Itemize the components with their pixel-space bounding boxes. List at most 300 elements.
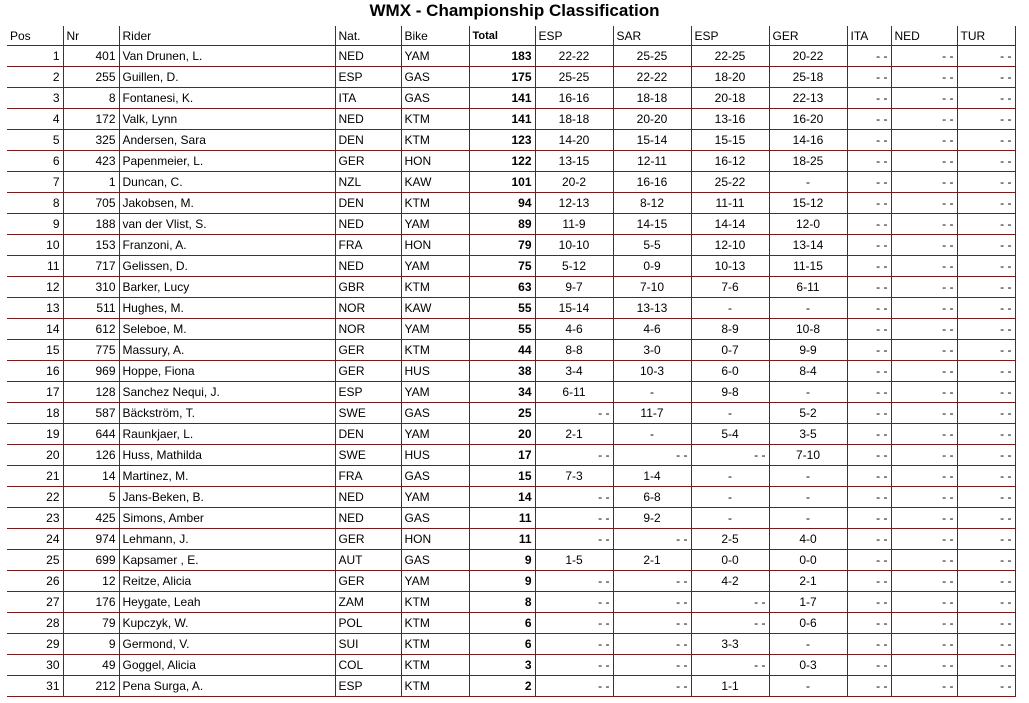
rider-cell: Fontanesi, K. [119, 88, 335, 109]
rider-cell: Kupczyk, W. [119, 613, 335, 634]
round-result-cell: - - [847, 214, 891, 235]
round-result-cell: 15-14 [535, 298, 613, 319]
round-result-cell: - - [535, 634, 613, 655]
round-result-cell: - [769, 676, 847, 697]
total-cell: 14 [469, 487, 535, 508]
rider-cell: Huss, Mathilda [119, 445, 335, 466]
table-row [7, 634, 1015, 655]
nr-cell: 775 [63, 340, 119, 361]
round-result-cell: 11-15 [769, 256, 847, 277]
round-result-cell: 5-2 [769, 403, 847, 424]
round-result-cell: - - [847, 676, 891, 697]
table-row [7, 256, 1015, 277]
round-result-cell: 10-3 [613, 361, 691, 382]
round-result-cell: 12-11 [613, 151, 691, 172]
round-result-cell: - - [891, 130, 957, 151]
round-result-cell: 15-14 [613, 130, 691, 151]
total-cell: 55 [469, 298, 535, 319]
rider-cell: Germond, V. [119, 634, 335, 655]
round-result-cell: 13-15 [535, 151, 613, 172]
rider-cell: Reitze, Alicia [119, 571, 335, 592]
nr-cell: 172 [63, 109, 119, 130]
nr-cell: 401 [63, 46, 119, 67]
col-bike: Bike [401, 26, 469, 46]
total-cell: 6 [469, 613, 535, 634]
round-result-cell: 15-12 [769, 193, 847, 214]
round-result-cell: 10-13 [691, 256, 769, 277]
round-result-cell: - - [613, 634, 691, 655]
round-result-cell: - - [535, 655, 613, 676]
round-result-cell: - [613, 424, 691, 445]
bike-cell: KTM [401, 634, 469, 655]
table-row [7, 592, 1015, 613]
round-result-cell: 10-10 [535, 235, 613, 256]
round-result-cell: 20-20 [613, 109, 691, 130]
table-row [7, 571, 1015, 592]
round-result-cell: - - [535, 571, 613, 592]
nat-cell: GER [335, 151, 401, 172]
nr-cell: 5 [63, 487, 119, 508]
round-result-cell: 5-4 [691, 424, 769, 445]
round-result-cell: - [769, 487, 847, 508]
bike-cell: YAM [401, 571, 469, 592]
round-result-cell: 22-13 [769, 88, 847, 109]
col-rider: Rider [119, 26, 335, 46]
round-result-cell: - - [891, 403, 957, 424]
round-result-cell: 6-8 [613, 487, 691, 508]
round-result-cell: 8-12 [613, 193, 691, 214]
pos-cell: 22 [7, 487, 63, 508]
round-result-cell: - - [691, 445, 769, 466]
total-cell: 11 [469, 508, 535, 529]
nr-cell: 176 [63, 592, 119, 613]
nr-cell: 699 [63, 550, 119, 571]
total-cell: 79 [469, 235, 535, 256]
pos-cell: 17 [7, 382, 63, 403]
bike-cell: YAM [401, 424, 469, 445]
round-result-cell: - - [847, 46, 891, 67]
nat-cell: NED [335, 109, 401, 130]
col-round-5: ITA [847, 26, 891, 46]
round-result-cell: 0-3 [769, 655, 847, 676]
nat-cell: DEN [335, 424, 401, 445]
rider-cell: Jans-Beken, B. [119, 487, 335, 508]
round-result-cell: - - [891, 508, 957, 529]
nr-cell: 1 [63, 172, 119, 193]
total-cell: 55 [469, 319, 535, 340]
rider-cell: Valk, Lynn [119, 109, 335, 130]
round-result-cell: - - [691, 655, 769, 676]
round-result-cell: - - [957, 403, 1015, 424]
round-result-cell: - - [847, 67, 891, 88]
round-result-cell: - - [891, 634, 957, 655]
pos-cell: 9 [7, 214, 63, 235]
round-result-cell: 16-12 [691, 151, 769, 172]
table-row [7, 445, 1015, 466]
nat-cell: ESP [335, 382, 401, 403]
round-result-cell: 6-0 [691, 361, 769, 382]
rider-cell: Goggel, Alicia [119, 655, 335, 676]
table-row [7, 88, 1015, 109]
pos-cell: 1 [7, 46, 63, 67]
nat-cell: FRA [335, 235, 401, 256]
nat-cell: GER [335, 571, 401, 592]
total-cell: 183 [469, 46, 535, 67]
round-result-cell: - - [957, 298, 1015, 319]
round-result-cell: - - [535, 676, 613, 697]
bike-cell: YAM [401, 256, 469, 277]
col-round-3: ESP [691, 26, 769, 46]
round-result-cell: 16-16 [613, 172, 691, 193]
round-result-cell: - - [891, 88, 957, 109]
round-result-cell: 10-8 [769, 319, 847, 340]
bike-cell: HON [401, 235, 469, 256]
nat-cell: SWE [335, 445, 401, 466]
pos-cell: 11 [7, 256, 63, 277]
round-result-cell: - - [847, 130, 891, 151]
nr-cell: 705 [63, 193, 119, 214]
rider-cell: Jakobsen, M. [119, 193, 335, 214]
pos-cell: 20 [7, 445, 63, 466]
rider-cell: Franzoni, A. [119, 235, 335, 256]
round-result-cell: - - [847, 235, 891, 256]
round-result-cell: - - [847, 256, 891, 277]
round-result-cell: - - [613, 529, 691, 550]
rider-cell: Gelissen, D. [119, 256, 335, 277]
round-result-cell: - [691, 487, 769, 508]
pos-cell: 27 [7, 592, 63, 613]
nr-cell: 717 [63, 256, 119, 277]
total-cell: 38 [469, 361, 535, 382]
nr-cell: 8 [63, 88, 119, 109]
bike-cell: HON [401, 529, 469, 550]
round-result-cell: - - [613, 676, 691, 697]
round-result-cell: - - [847, 340, 891, 361]
round-result-cell: - - [891, 655, 957, 676]
round-result-cell: 2-1 [535, 424, 613, 445]
bike-cell: GAS [401, 466, 469, 487]
nr-cell: 49 [63, 655, 119, 676]
nat-cell: GER [335, 340, 401, 361]
round-result-cell: 6-11 [535, 382, 613, 403]
round-result-cell: - - [613, 655, 691, 676]
round-result-cell: - - [891, 235, 957, 256]
round-result-cell: - - [957, 508, 1015, 529]
bike-cell: GAS [401, 88, 469, 109]
round-result-cell: - - [847, 655, 891, 676]
table-row [7, 298, 1015, 319]
pos-cell: 23 [7, 508, 63, 529]
nr-cell: 974 [63, 529, 119, 550]
bike-cell: KTM [401, 676, 469, 697]
round-result-cell: - - [891, 151, 957, 172]
round-result-cell: - - [957, 151, 1015, 172]
bike-cell: KTM [401, 277, 469, 298]
round-result-cell: 12-13 [535, 193, 613, 214]
round-result-cell: - - [957, 130, 1015, 151]
bike-cell: HON [401, 151, 469, 172]
round-result-cell: 20-18 [691, 88, 769, 109]
round-result-cell: 5-5 [613, 235, 691, 256]
round-result-cell: - - [891, 109, 957, 130]
pos-cell: 5 [7, 130, 63, 151]
bike-cell: GAS [401, 508, 469, 529]
round-result-cell: 11-9 [535, 214, 613, 235]
table-row [7, 550, 1015, 571]
round-result-cell: 18-18 [535, 109, 613, 130]
bike-cell: KTM [401, 613, 469, 634]
round-result-cell: - [769, 172, 847, 193]
round-result-cell: 25-25 [613, 46, 691, 67]
round-result-cell: - - [957, 529, 1015, 550]
round-result-cell: - - [891, 172, 957, 193]
round-result-cell: - - [957, 571, 1015, 592]
table-row [7, 508, 1015, 529]
bike-cell: KTM [401, 130, 469, 151]
table-row [7, 466, 1015, 487]
round-result-cell: - - [535, 529, 613, 550]
rider-cell: Massury, A. [119, 340, 335, 361]
round-result-cell: - - [957, 88, 1015, 109]
pos-cell: 12 [7, 277, 63, 298]
round-result-cell: - - [891, 340, 957, 361]
pos-cell: 4 [7, 109, 63, 130]
round-result-cell: - - [891, 529, 957, 550]
round-result-cell: 25-25 [535, 67, 613, 88]
round-result-cell: - - [891, 550, 957, 571]
col-total: Total [469, 26, 535, 46]
nr-cell: 325 [63, 130, 119, 151]
round-result-cell: - [769, 382, 847, 403]
round-result-cell: 22-22 [613, 67, 691, 88]
total-cell: 123 [469, 130, 535, 151]
total-cell: 34 [469, 382, 535, 403]
round-result-cell: - - [891, 382, 957, 403]
total-cell: 17 [469, 445, 535, 466]
round-result-cell: 11-11 [691, 193, 769, 214]
round-result-cell: 14-16 [769, 130, 847, 151]
round-result-cell: - - [847, 571, 891, 592]
round-result-cell: - [691, 508, 769, 529]
nat-cell: SUI [335, 634, 401, 655]
nr-cell: 212 [63, 676, 119, 697]
round-result-cell: 18-20 [691, 67, 769, 88]
round-result-cell: 0-0 [769, 550, 847, 571]
round-result-cell: 0-6 [769, 613, 847, 634]
round-result-cell: - - [891, 445, 957, 466]
table-row [7, 46, 1015, 67]
round-result-cell: 25-22 [691, 172, 769, 193]
round-result-cell: 4-6 [535, 319, 613, 340]
round-result-cell: 18-25 [769, 151, 847, 172]
round-result-cell: 9-9 [769, 340, 847, 361]
col-round-6: NED [891, 26, 957, 46]
round-result-cell: - - [847, 634, 891, 655]
total-cell: 25 [469, 403, 535, 424]
round-result-cell: 1-7 [769, 592, 847, 613]
nr-cell: 12 [63, 571, 119, 592]
round-result-cell: - - [847, 109, 891, 130]
round-result-cell: 3-3 [691, 634, 769, 655]
round-result-cell: - - [891, 424, 957, 445]
round-result-cell: - - [847, 277, 891, 298]
round-result-cell: 9-8 [691, 382, 769, 403]
round-result-cell: - - [891, 676, 957, 697]
table-row [7, 130, 1015, 151]
nr-cell: 425 [63, 508, 119, 529]
nat-cell: DEN [335, 193, 401, 214]
round-result-cell: 13-16 [691, 109, 769, 130]
round-result-cell: 25-18 [769, 67, 847, 88]
table-row [7, 319, 1015, 340]
round-result-cell: - [769, 298, 847, 319]
nr-cell: 153 [63, 235, 119, 256]
round-result-cell: 11-7 [613, 403, 691, 424]
rider-cell: Guillen, D. [119, 67, 335, 88]
round-result-cell: 5-12 [535, 256, 613, 277]
round-result-cell: 9-7 [535, 277, 613, 298]
bike-cell: YAM [401, 46, 469, 67]
pos-cell: 24 [7, 529, 63, 550]
col-round-1: ESP [535, 26, 613, 46]
bike-cell: HUS [401, 361, 469, 382]
nr-cell: 188 [63, 214, 119, 235]
table-row [7, 613, 1015, 634]
pos-cell: 13 [7, 298, 63, 319]
total-cell: 101 [469, 172, 535, 193]
bike-cell: YAM [401, 382, 469, 403]
bike-cell: GAS [401, 550, 469, 571]
nr-cell: 644 [63, 424, 119, 445]
round-result-cell: - - [957, 424, 1015, 445]
bike-cell: YAM [401, 487, 469, 508]
table-row [7, 382, 1015, 403]
table-row [7, 424, 1015, 445]
round-result-cell: - - [847, 172, 891, 193]
table-row [7, 529, 1015, 550]
round-result-cell: 2-1 [613, 550, 691, 571]
round-result-cell: 14-20 [535, 130, 613, 151]
col-round-2: SAR [613, 26, 691, 46]
round-result-cell: - - [535, 613, 613, 634]
bike-cell: GAS [401, 403, 469, 424]
round-result-cell: - - [535, 508, 613, 529]
round-result-cell: - - [957, 361, 1015, 382]
round-result-cell: 7-3 [535, 466, 613, 487]
round-result-cell: 8-9 [691, 319, 769, 340]
round-result-cell: 16-16 [535, 88, 613, 109]
table-row [7, 214, 1015, 235]
round-result-cell: 1-5 [535, 550, 613, 571]
nat-cell: DEN [335, 130, 401, 151]
round-result-cell: - - [847, 466, 891, 487]
round-result-cell: - - [957, 676, 1015, 697]
nat-cell: COL [335, 655, 401, 676]
round-result-cell: 12-10 [691, 235, 769, 256]
nat-cell: NED [335, 508, 401, 529]
total-cell: 75 [469, 256, 535, 277]
bike-cell: HUS [401, 445, 469, 466]
total-cell: 9 [469, 550, 535, 571]
total-cell: 44 [469, 340, 535, 361]
round-result-cell: - [691, 298, 769, 319]
pos-cell: 15 [7, 340, 63, 361]
round-result-cell: - - [957, 214, 1015, 235]
col-nr: Nr [63, 26, 119, 46]
round-result-cell: - - [957, 466, 1015, 487]
nr-cell: 612 [63, 319, 119, 340]
table-row [7, 109, 1015, 130]
round-result-cell: - - [957, 445, 1015, 466]
table-row [7, 235, 1015, 256]
pos-cell: 16 [7, 361, 63, 382]
pos-cell: 21 [7, 466, 63, 487]
round-result-cell: 20-2 [535, 172, 613, 193]
bike-cell: KTM [401, 655, 469, 676]
round-result-cell: - - [891, 256, 957, 277]
round-result-cell: - - [957, 550, 1015, 571]
round-result-cell: 3-0 [613, 340, 691, 361]
pos-cell: 31 [7, 676, 63, 697]
table-row [7, 655, 1015, 676]
round-result-cell: - - [891, 466, 957, 487]
round-result-cell: - - [957, 340, 1015, 361]
total-cell: 175 [469, 67, 535, 88]
round-result-cell: - - [847, 151, 891, 172]
header-row [7, 26, 1015, 46]
round-result-cell: - - [957, 172, 1015, 193]
round-result-cell: - - [957, 319, 1015, 340]
round-result-cell: 13-14 [769, 235, 847, 256]
round-result-cell: 16-20 [769, 109, 847, 130]
table-row [7, 277, 1015, 298]
pos-cell: 8 [7, 193, 63, 214]
rider-cell: Pena Surga, A. [119, 676, 335, 697]
nr-cell: 255 [63, 67, 119, 88]
round-result-cell: 2-1 [769, 571, 847, 592]
pos-cell: 6 [7, 151, 63, 172]
round-result-cell: 13-13 [613, 298, 691, 319]
table-body [7, 46, 1015, 697]
round-result-cell: - - [847, 319, 891, 340]
round-result-cell: - [691, 403, 769, 424]
round-result-cell: - - [891, 361, 957, 382]
table-row [7, 67, 1015, 88]
rider-cell: Andersen, Sara [119, 130, 335, 151]
nat-cell: NOR [335, 298, 401, 319]
round-result-cell: - - [957, 613, 1015, 634]
nat-cell: NED [335, 256, 401, 277]
round-result-cell: 9-2 [613, 508, 691, 529]
round-result-cell: - - [847, 592, 891, 613]
round-result-cell: - - [891, 277, 957, 298]
nat-cell: POL [335, 613, 401, 634]
round-result-cell: 2-5 [691, 529, 769, 550]
nat-cell: GER [335, 529, 401, 550]
table-row [7, 151, 1015, 172]
round-result-cell: - - [891, 298, 957, 319]
total-cell: 141 [469, 88, 535, 109]
nat-cell: NED [335, 46, 401, 67]
round-result-cell: 3-4 [535, 361, 613, 382]
rider-cell: Martinez, M. [119, 466, 335, 487]
bike-cell: KTM [401, 340, 469, 361]
round-result-cell: - - [891, 67, 957, 88]
round-result-cell: 7-6 [691, 277, 769, 298]
round-result-cell: - - [957, 193, 1015, 214]
rider-cell: Raunkjaer, L. [119, 424, 335, 445]
round-result-cell: - - [957, 277, 1015, 298]
